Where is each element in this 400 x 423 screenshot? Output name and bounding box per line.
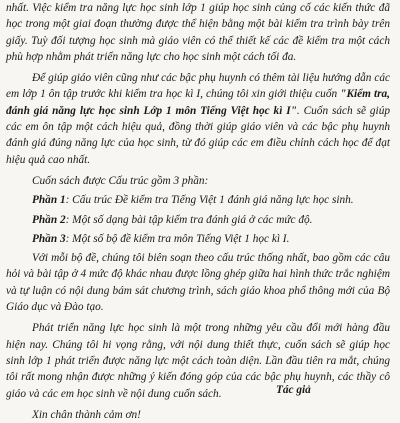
purpose-text-start: Để giúp giáo viên cũng như các bậc phụ huynh có thêm tài liệu hướng dẫn các em lớp 1 ôn tập trước khi kiểm tra học kì I, chúng tôi xin giới thiệu cuốn — [6, 72, 390, 101]
book-title: "Kiểm tra, đánh giá năng lực học sinh Lớp 1 môn Tiếng Việt học kì I" — [6, 88, 390, 117]
part-3-item — [6, 231, 390, 247]
part-3-text: : Một số bộ đề kiểm tra môn Tiếng Việt 1 học kì I. — [65, 232, 290, 245]
part-3-label: Phần 3 — [32, 232, 66, 245]
thanks-line: Xin chân thành cảm ơn! — [32, 408, 141, 421]
part-1-item — [6, 192, 390, 208]
structure-intro: Cuốn sách được Cấu trúc gồm 3 phần: — [32, 174, 209, 187]
purpose-paragraph — [6, 70, 390, 168]
part-2-item — [6, 212, 390, 228]
structure-description-paragraph: Với mỗi bộ đề, chúng tôi biên soạn theo cấu trúc thống nhất, bao gồm các câu hỏi và bài tập ở 4 mức độ khác nhau được lồng ghép giữa hai hình thức trắc nghiệm và tự luận có nội dung bám sát chương trình, sách giáo khoa phổ thông mới của Bộ Giáo dục và Đào tạo. — [6, 252, 390, 314]
part-1-label: Phần 1 — [32, 194, 66, 207]
part-2-text: : Một số dạng bài tập kiểm tra đánh giá ở các mức độ. — [65, 213, 313, 226]
author-signature: Tác giả — [276, 384, 311, 396]
goals-paragraph: Phát triển năng lực học sinh là một trong những yêu cầu đổi mới hàng đầu hiện nay. Chúng tôi hi vọng rằng, với nội dung thiết thực, cuốn sách sẽ giúp học sinh lớp 1 phát triển được năng lực một cách toàn diện. Lần đầu tiên ra mắt, chúng tôi rất mong nhận được những ý kiến đóng góp của các bậc phụ huynh, các thầy cô giáo và các em học sinh về nội dung cuốn sách. — [6, 322, 390, 400]
purpose-text-end: . Cuốn sách sẽ giúp các em ôn tập một cách hiệu quả, đồng thời giúp giáo viên và các bậc phụ huynh đánh giá đúng năng lực của học sinh, từ đó giúp các em điều chỉnh cách học để đạt hiệu quả cao nhất. — [6, 104, 390, 166]
part-1-text: : Cấu trúc Đề kiểm tra Tiếng Việt 1 đánh giá năng lực học sinh. — [65, 194, 354, 207]
intro-paragraph: nhất. Việc kiểm tra năng lực học sinh lớp 1 giúp học sinh củng cố các kiến thức đã học trong một giai đoạn thường được thể hiện bằng một bài kiểm tra trình bày trên giấy. Tuỳ đối tượng học sinh mà giáo viên có thể thiết kế các đề kiểm tra một cách phù hợp nhằm phát triển năng lực cho học sinh một cách tối đa. — [6, 2, 390, 63]
part-2-label: Phần 2 — [32, 213, 66, 226]
